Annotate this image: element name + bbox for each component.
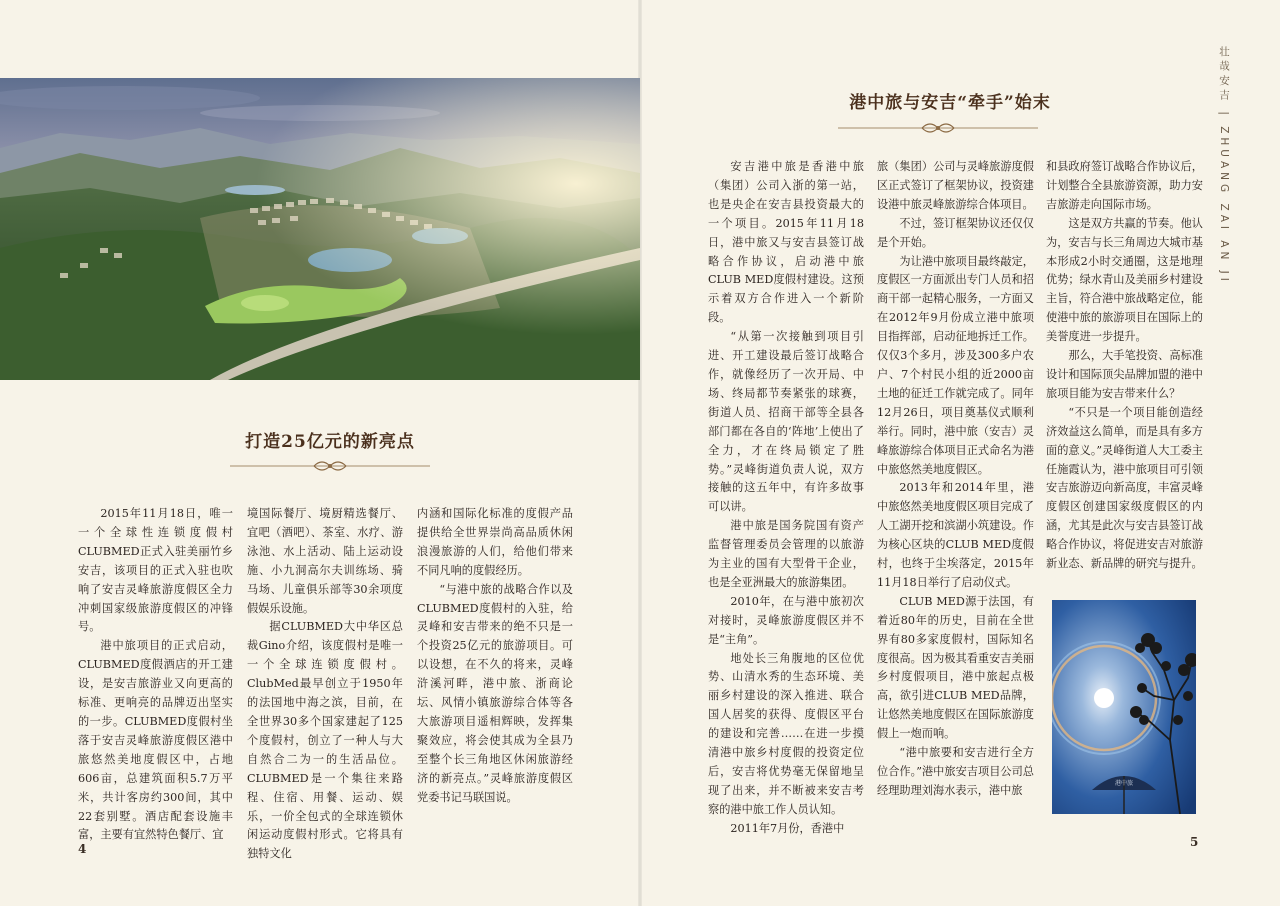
right-column-2 [877,158,1034,801]
page-number-right: 5 [1190,835,1199,849]
left-heading: 打造25亿元的新亮点 [245,432,415,452]
paragraph: 安吉港中旅是香港中旅（集团）公司入浙的第一站，也是央企在安吉县投资最大的一个项目。2015年11月18日，港中旅又与安吉县签订战略合作协议，启动港中旅CLUB MED度假村建设。这预示着双方合作进入一个新阶段。 [708,160,864,325]
right-heading: 港中旅与安吉“牵手”始末 [849,93,1051,113]
resort-aerial-photo [0,78,640,380]
paragraph: 境国际餐厅、境厨精选餐厅、宜吧（酒吧）、茶室、水疗、游泳池、水上活动、陆上运动设施、小九洞高尔夫训练场、骑马场、儿童俱乐部等30余项度假娱乐设施。 [247,507,403,615]
paragraph: “不只是一个项目能创造经济效益这么简单，而是具有多方面的意义。”灵峰街道人大工委主任施霞认为，港中旅项目可引领安吉旅游迈向新高度，丰富灵峰度假区创建国家级度假区的内涵，尤其是此次与安吉县签订战略合作协议，将促进安吉对旅游新业态、新品牌的研究与提升。 [1046,405,1203,571]
paragraph: 港中旅项目的正式启动，CLUBMED度假酒店的开工建设，是安吉旅游业又向更高的标准、更响亮的品牌迈出坚实的一步。CLUBMED度假村坐落于安吉灵峰旅游度假区港中旅悠然美地度假区中，占地606亩，总建筑面积5.7万平米，共计客房约300间，其中22套别墅。酒店配套设施丰富，主要有宜然特色餐厅、宜 [78,639,233,842]
paragraph: 那么，大手笔投资、高标准设计和国际顶尖品牌加盟的港中旅项目能为安吉带来什么？ [1046,349,1203,400]
paragraph: CLUB MED源于法国，有着近80年的历史，目前在全世界有80多家度假村，国际知名度很高。因为极其看重安吉美丽乡村度假项目，港中旅起点极高，欲引进CLUB MED品牌，让悠然美地度假区在国际旅游度假上一炮而响。 [877,594,1034,741]
paragraph: 为让港中旅项目最终敲定，度假区一方面派出专门人员和招商干部一起精心服务，一方面又在2012年9月份成立港中旅项目指挥部，启动征地拆迁工作。仅仅3个多月，涉及300多户农户、7个村民小组的近2000亩土地的征迁工作就完成了。同年12月26日，项目奠基仪式顺利举行。同时，港中旅（安吉）灵峰旅游综合体项目正式命名为港中旅悠然美地度假区。 [877,254,1034,476]
right-column-1 [708,158,864,839]
paragraph: 内涵和国际化标准的度假产品提供给全世界崇尚高品质休闲浪漫旅游的人们，给他们带来不同凡响的度假经历。 [417,507,573,577]
left-column-2 [247,505,403,864]
paragraph: “与港中旅的战略合作以及CLUBMED度假村的入驻，给灵峰和安吉带来的绝不只是一个投资25亿元的旅游项目。可以设想，在不久的将来，灵峰浒溪河畔，港中旅、浙商论坛、风情小镇旅游综合体等各大旅游项目遥相辉映，发挥集聚效应，将会使其成为全县乃至整个长三角地区休闲旅游经济的新亮点。”灵峰旅游度假区党委书记马联国说。 [417,582,573,804]
page-number-left: 4 [78,842,87,856]
paragraph: 和县政府签订战略合作协议后，计划整合全县旅游资源，助力安吉旅游走向国际市场。 [1046,160,1203,211]
sky-halo-umbrella-photo [1052,600,1196,814]
paragraph: 2010年，在与港中旅初次对接时，灵峰旅游度假区并不是“主角”。 [708,594,864,646]
left-column-1 [78,505,233,845]
paragraph: “港中旅要和安吉进行全方位合作。”港中旅安吉项目公司总经理助理刘海水表示，港中旅 [877,746,1034,797]
section-label: 壮哉安吉 | ZHUANG ZAI AN JI [1218,46,1230,285]
paragraph: 地处长三角腹地的区位优势、山清水秀的生态环境、美丽乡村建设的深入推进、联合国人居奖的获得、度假区平台的建设和完善……在进一步摸清港中旅乡村度假的投资定位后，安吉将优势毫无保留地呈现了出来，并不断被来安吉考察的港中旅工作人员认知。 [708,651,864,816]
paragraph: 不过，签订框架协议还仅仅是个开始。 [877,216,1034,249]
ornament-divider-icon [230,458,430,474]
paragraph: 2013年和2014年里，港中旅悠然美地度假区项目完成了人工湖开挖和滨湖小筑建设。作为核心区块的CLUB MED度假村，也终于尘埃落定，2015年11月18日举行了启动仪式。 [877,481,1034,589]
paragraph: 2015年11月18日，唯一一个全球性连锁度假村CLUBMED正式入驻美丽竹乡安吉，该项目的正式入驻也吹响了安吉灵峰旅游度假区全力冲刺国家级旅游度假区的冲锋号。 [78,507,233,634]
paragraph: 2011年7月份，香港中 [730,821,845,835]
paragraph: “从第一次接触到项目引进、开工建设最后签订战略合作，就像经历了一次开局、中场、终局都节奏紧张的球赛，街道人员、招商干部等全县各部门都在各自的‘阵地’上使出了全力，才在终局锁定了胜势。”灵峰街道负责人说，双方接触的这五年中，有许多故事可以讲。 [708,330,864,514]
right-column-3 [1046,158,1203,574]
ornament-divider-icon [838,120,1038,136]
paragraph: 这是双方共赢的节奏。他认为，安吉与长三角周边大城市基本形成2小时交通圈，这是地理优势；绿水青山及美丽乡村建设主旨，符合港中旅战略定位，能使港中旅的旅游项目在国际上的美誉度进一步提升。 [1046,216,1203,344]
paragraph: 旅（集团）公司与灵峰旅游度假区正式签订了框架协议，投资建设港中旅灵峰旅游综合体项目。 [877,160,1034,211]
paragraph: 据CLUBMED大中华区总裁Gino介绍，该度假村是唯一一个全球连锁度假村。ClubMed最早创立于1950年的法国地中海之滨，目前，在全世界30多个国家建起了125个度假村，创立了一种人与大自然合二为一的生活品位。CLUBMED是一个集往来路程、住宿、用餐、运动、娱乐，一价全包式的全球连锁休闲运动度假村形式。它将具有独特文化 [247,620,403,861]
umbrella-logo-text: 港中旅 [1114,780,1134,787]
left-column-3 [417,505,573,808]
paragraph: 港中旅是国务院国有资产监督管理委员会管理的以旅游为主业的国有大型骨干企业，也是全亚洲最大的旅游集团。 [708,519,864,589]
